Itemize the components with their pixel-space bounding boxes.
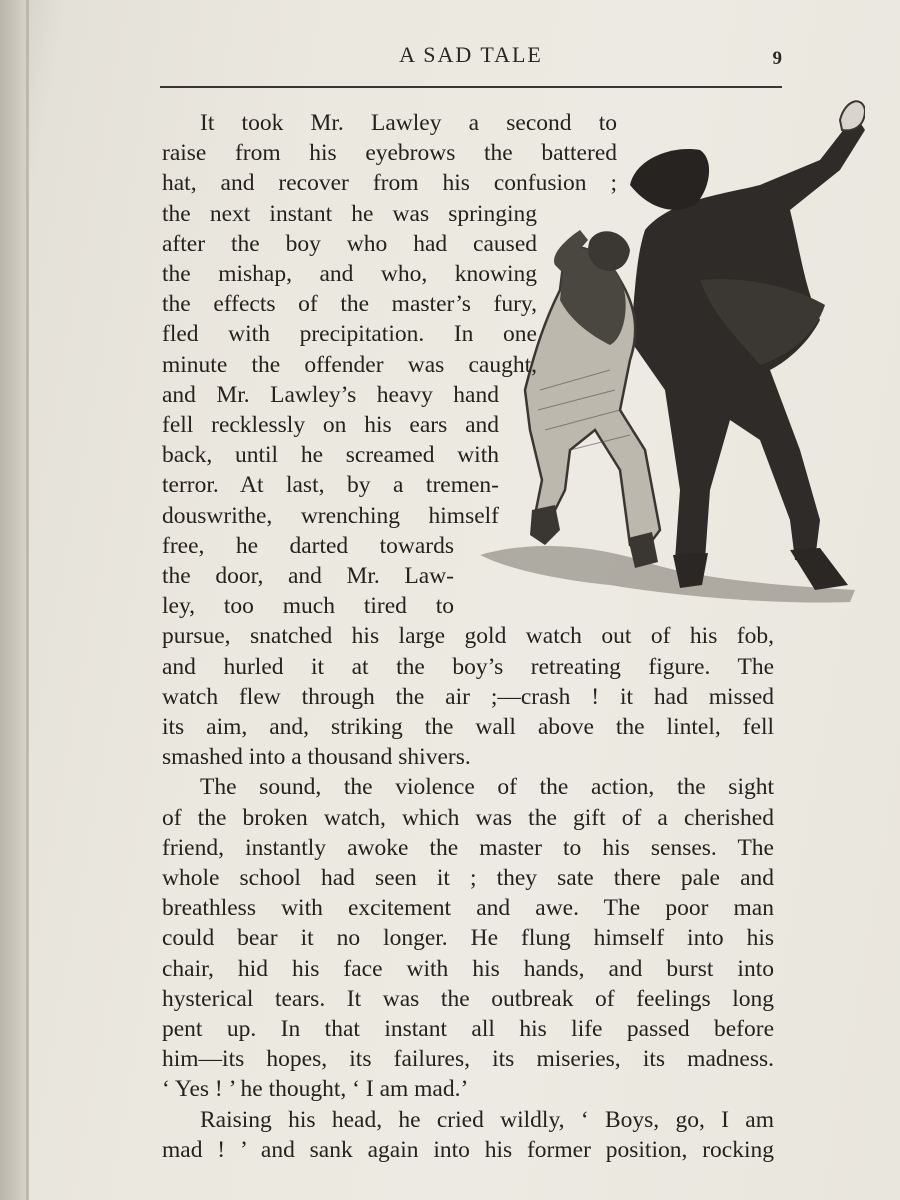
text-line: terror. At last, by a tremen- bbox=[162, 472, 499, 499]
text-line: hat, and recover from his confusion ; bbox=[162, 170, 617, 197]
text-line: after the boy who had caused bbox=[162, 230, 537, 257]
running-header bbox=[160, 40, 782, 74]
text-line: chair, hid his face with his hands, and burst into bbox=[162, 955, 774, 982]
text-line: mad ! ’ and sank again into his former position, rocking bbox=[162, 1136, 774, 1163]
text-line: minute the offender was caught, bbox=[162, 351, 537, 378]
text-line: fled with precipitation. In one bbox=[162, 321, 537, 348]
text-line: and Mr. Lawley’s heavy hand bbox=[162, 381, 499, 408]
text-line: its aim, and, striking the wall above the lintel, fell bbox=[162, 714, 774, 740]
running-title: A SAD TALE bbox=[399, 42, 543, 67]
text-line: the effects of the master’s fury, bbox=[162, 291, 537, 318]
text-line: pent up. In that instant all his life passed before bbox=[162, 1016, 774, 1042]
text-line: Raising his head, he cried wildly, ‘ Boys, go, I am bbox=[200, 1106, 774, 1133]
page-edge bbox=[26, 0, 29, 1200]
text-line: breathless with excitement and awe. The poor man bbox=[162, 895, 774, 922]
text-line: could bear it no longer. He flung himself into his bbox=[162, 925, 774, 952]
page-gutter bbox=[0, 0, 28, 1200]
text-line: free, he darted towards bbox=[162, 532, 454, 559]
text-line: smashed into a thousand shivers. bbox=[162, 744, 471, 771]
text-line: ‘ Yes ! ’ he thought, ‘ I am mad.’ bbox=[162, 1076, 469, 1103]
text-line: the mishap, and who, knowing bbox=[162, 261, 537, 287]
text-line: hysterical tears. It was the outbreak of feelings long bbox=[162, 985, 774, 1012]
text-line: It took Mr. Lawley a second to bbox=[200, 110, 617, 136]
text-line: fell recklessly on his ears and bbox=[162, 412, 499, 438]
text-line: douswrithe, wrenching himself bbox=[162, 502, 499, 529]
text-line: back, until he screamed with bbox=[162, 442, 499, 469]
text-line: watch flew through the air ;—crash ! it had missed bbox=[162, 683, 774, 710]
text-line: pursue, snatched his large gold watch out of his fob, bbox=[162, 623, 774, 650]
text-line: and hurled it at the boy’s retreating figure. The bbox=[162, 653, 774, 680]
text-line: of the broken watch, which was the gift of a cherished bbox=[162, 804, 774, 831]
text-line: him—its hopes, its failures, its miseries, its madness. bbox=[162, 1046, 774, 1073]
text-line: the next instant he was springing bbox=[162, 200, 537, 227]
text-line: ley, too much tired to bbox=[162, 593, 454, 620]
text-line: The sound, the violence of the action, the sight bbox=[200, 774, 774, 801]
text-line: whole school had seen it ; they sate there pale and bbox=[162, 865, 774, 891]
text-line: raise from his eyebrows the battered bbox=[162, 140, 617, 167]
header-rule bbox=[160, 86, 782, 88]
text-line: the door, and Mr. Law- bbox=[162, 563, 454, 589]
page-number: 9 bbox=[772, 48, 782, 69]
text-line: friend, instantly awoke the master to his senses. The bbox=[162, 834, 774, 861]
